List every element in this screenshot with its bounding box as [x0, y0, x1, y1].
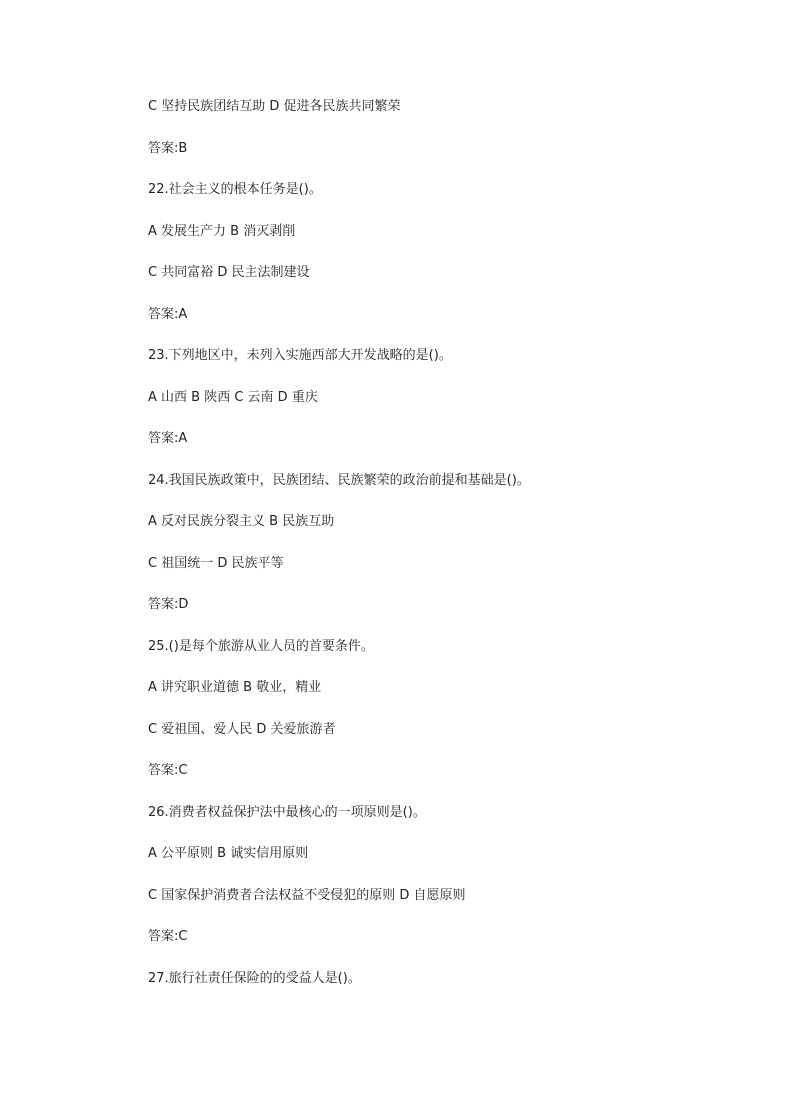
option-line: A 讲究职业道德 B 敬业，精业	[148, 680, 322, 695]
option-line: C 爱祖国、爱人民 D 关爱旅游者	[148, 721, 336, 737]
option-line: C 祖国统一 D 民族平等	[148, 555, 284, 571]
question-25: 25.()是每个旅游从业人员的首要条件。	[148, 638, 374, 654]
answer-line: 答案:D	[148, 597, 189, 612]
option-line: A 公平原则 B 诚实信用原则	[148, 846, 309, 861]
answer-line: 答案:A	[148, 306, 188, 322]
answer-line: 答案:C	[148, 763, 188, 778]
option-line: A 反对民族分裂主义 B 民族互助	[148, 514, 335, 529]
option-line: A 发展生产力 B 消灭剥削	[148, 223, 296, 239]
question-27: 27.旅行社责任保险的的受益人是()。	[148, 970, 361, 986]
answer-line: 答案:B	[148, 140, 188, 156]
option-line: C 国家保护消费者合法权益不受侵犯的原则 D 自愿原则	[148, 887, 466, 903]
option-line: C 坚持民族团结互助 D 促进各民族共同繁荣	[148, 99, 401, 114]
question-26: 26.消费者权益保护法中最核心的一项原则是()。	[148, 804, 426, 820]
option-line: C 共同富裕 D 民主法制建设	[148, 265, 310, 280]
option-line: A 山西 B 陕西 C 云南 D 重庆	[148, 389, 318, 405]
question-23: 23.下列地区中，未列入实施西部大开发战略的是()。	[148, 348, 452, 363]
answer-line: 答案:C	[148, 929, 188, 944]
question-24: 24.我国民族政策中，民族团结、民族繁荣的政治前提和基础是()。	[148, 472, 530, 488]
question-22: 22.社会主义的根本任务是()。	[148, 182, 322, 197]
document-body	[148, 97, 748, 1010]
answer-line: 答案:A	[148, 431, 188, 446]
